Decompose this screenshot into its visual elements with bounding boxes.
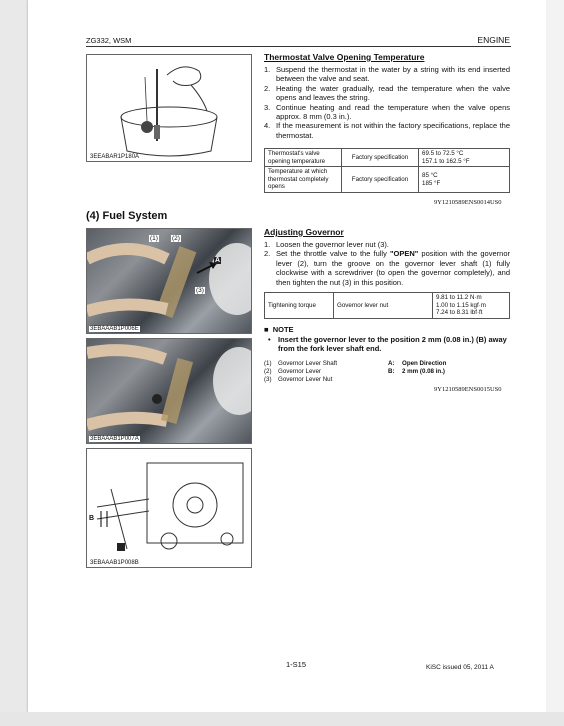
doc-code: 9Y1210589ENS0014US0 bbox=[434, 199, 502, 206]
thermostat-steps bbox=[264, 65, 510, 140]
governor-steps bbox=[264, 240, 510, 287]
thermostat-spec-table bbox=[264, 148, 510, 193]
callout-2: (2) bbox=[172, 235, 180, 242]
table-cell: Tightening torque bbox=[265, 293, 334, 319]
step-item: 3. Continue heating and read the temperature when the valve opens approx. 8 mm (0.3 in.). bbox=[264, 102, 510, 122]
page-number: 1-S15 bbox=[286, 660, 307, 669]
thermostat-title: Thermostat Valve Opening Temperature bbox=[264, 52, 425, 62]
table-cell: 85 °C 185 °F bbox=[419, 167, 510, 193]
table-cell: Governor lever nut bbox=[334, 293, 433, 319]
governor-photo-2 bbox=[87, 339, 251, 443]
figure-thermostat-test bbox=[86, 54, 252, 162]
legend-item: A: Open Direction bbox=[388, 360, 447, 367]
legend-item: B: 2 mm (0.08 in.) bbox=[388, 368, 445, 375]
table-cell: 9.81 to 11.2 N·m 1.00 to 1.15 kgf·m 7.24 to 8.31 lbf·ft bbox=[433, 293, 510, 319]
table-row bbox=[265, 167, 510, 193]
table-cell: 69.5 to 72.5 °C 157.1 to 162.5 °F bbox=[419, 149, 510, 167]
step-item: 2. Set the throttle valve to the fully "OPEN" position with the governor lever (2), turn the groove on the governor lever shaft (1) fully clockwise with a screwdriver (to open the governor completely), and then tighten the nut (3) in this position. bbox=[264, 249, 510, 287]
figure-caption: 3EEABAR1P180A bbox=[90, 154, 140, 160]
header-rule bbox=[86, 46, 511, 47]
viewer-bottom-bar bbox=[0, 712, 564, 726]
issue-info: KiSC issued 05, 2011 A bbox=[426, 664, 494, 671]
table-cell: Factory specification bbox=[342, 149, 419, 167]
header-manual-code: ZG332, WSM bbox=[86, 36, 132, 45]
section-heading: (4) Fuel System bbox=[86, 210, 168, 222]
figure-caption: 3EBAAAB1P006E bbox=[90, 326, 139, 332]
step-item: 2. Heating the water gradually, read the temperature when the valve opens and leaves the string. bbox=[264, 83, 510, 103]
table-row bbox=[265, 293, 510, 319]
legend-item: (1) Governor Lever Shaft bbox=[264, 360, 338, 367]
figure-governor-drawing bbox=[86, 448, 252, 568]
note-heading: ■ NOTE bbox=[264, 325, 294, 334]
symbol-legend bbox=[388, 360, 446, 376]
doc-code: 9Y1210589ENS0015US0 bbox=[434, 386, 502, 393]
bullet-icon: • bbox=[268, 335, 271, 344]
legend-item: (2) Governor Lever bbox=[264, 368, 321, 375]
parts-legend bbox=[264, 360, 384, 384]
step-item: 1. Loosen the governor lever nut (3). bbox=[264, 240, 389, 249]
governor-title: Adjusting Governor bbox=[264, 227, 344, 237]
viewer-scroll-area[interactable] bbox=[546, 0, 564, 726]
table-row bbox=[265, 149, 510, 167]
table-cell: Factory specification bbox=[342, 167, 419, 193]
figure-governor-photo-1 bbox=[86, 228, 252, 334]
header-section: ENGINE bbox=[477, 35, 510, 45]
step-item: 1. Suspend the thermostat in the water by a string with its end inserted between the valve and seat. bbox=[264, 65, 510, 84]
governor-spec-table bbox=[264, 292, 510, 319]
thermostat-illustration bbox=[87, 55, 251, 161]
table-cell: Temperature at which thermostat completely opens bbox=[265, 167, 342, 193]
step-item: 4. If the measurement is not within the factory specifications, replace the thermostat. bbox=[264, 121, 510, 140]
callout-3: (3) bbox=[196, 287, 204, 294]
governor-line-drawing bbox=[87, 449, 251, 567]
note-body: • Insert the governor lever to the position 2 mm (0.08 in.) (B) away from the fork lever shaft end. bbox=[268, 335, 507, 354]
figure-caption: 3EBAAAB1P008B bbox=[90, 560, 139, 566]
table-cell: Thermostat's valve opening temperature bbox=[265, 149, 342, 167]
callout-a: A bbox=[215, 257, 221, 264]
figure-caption: 3EBAAAB1P007A bbox=[90, 436, 139, 442]
figure-governor-photo-2 bbox=[86, 338, 252, 444]
note-square-icon: ■ bbox=[264, 325, 269, 334]
callout-b: B bbox=[89, 515, 95, 522]
callout-1: (1) bbox=[150, 235, 158, 242]
governor-photo-1 bbox=[87, 229, 251, 333]
legend-item: (3) Governor Lever Nut bbox=[264, 376, 333, 383]
